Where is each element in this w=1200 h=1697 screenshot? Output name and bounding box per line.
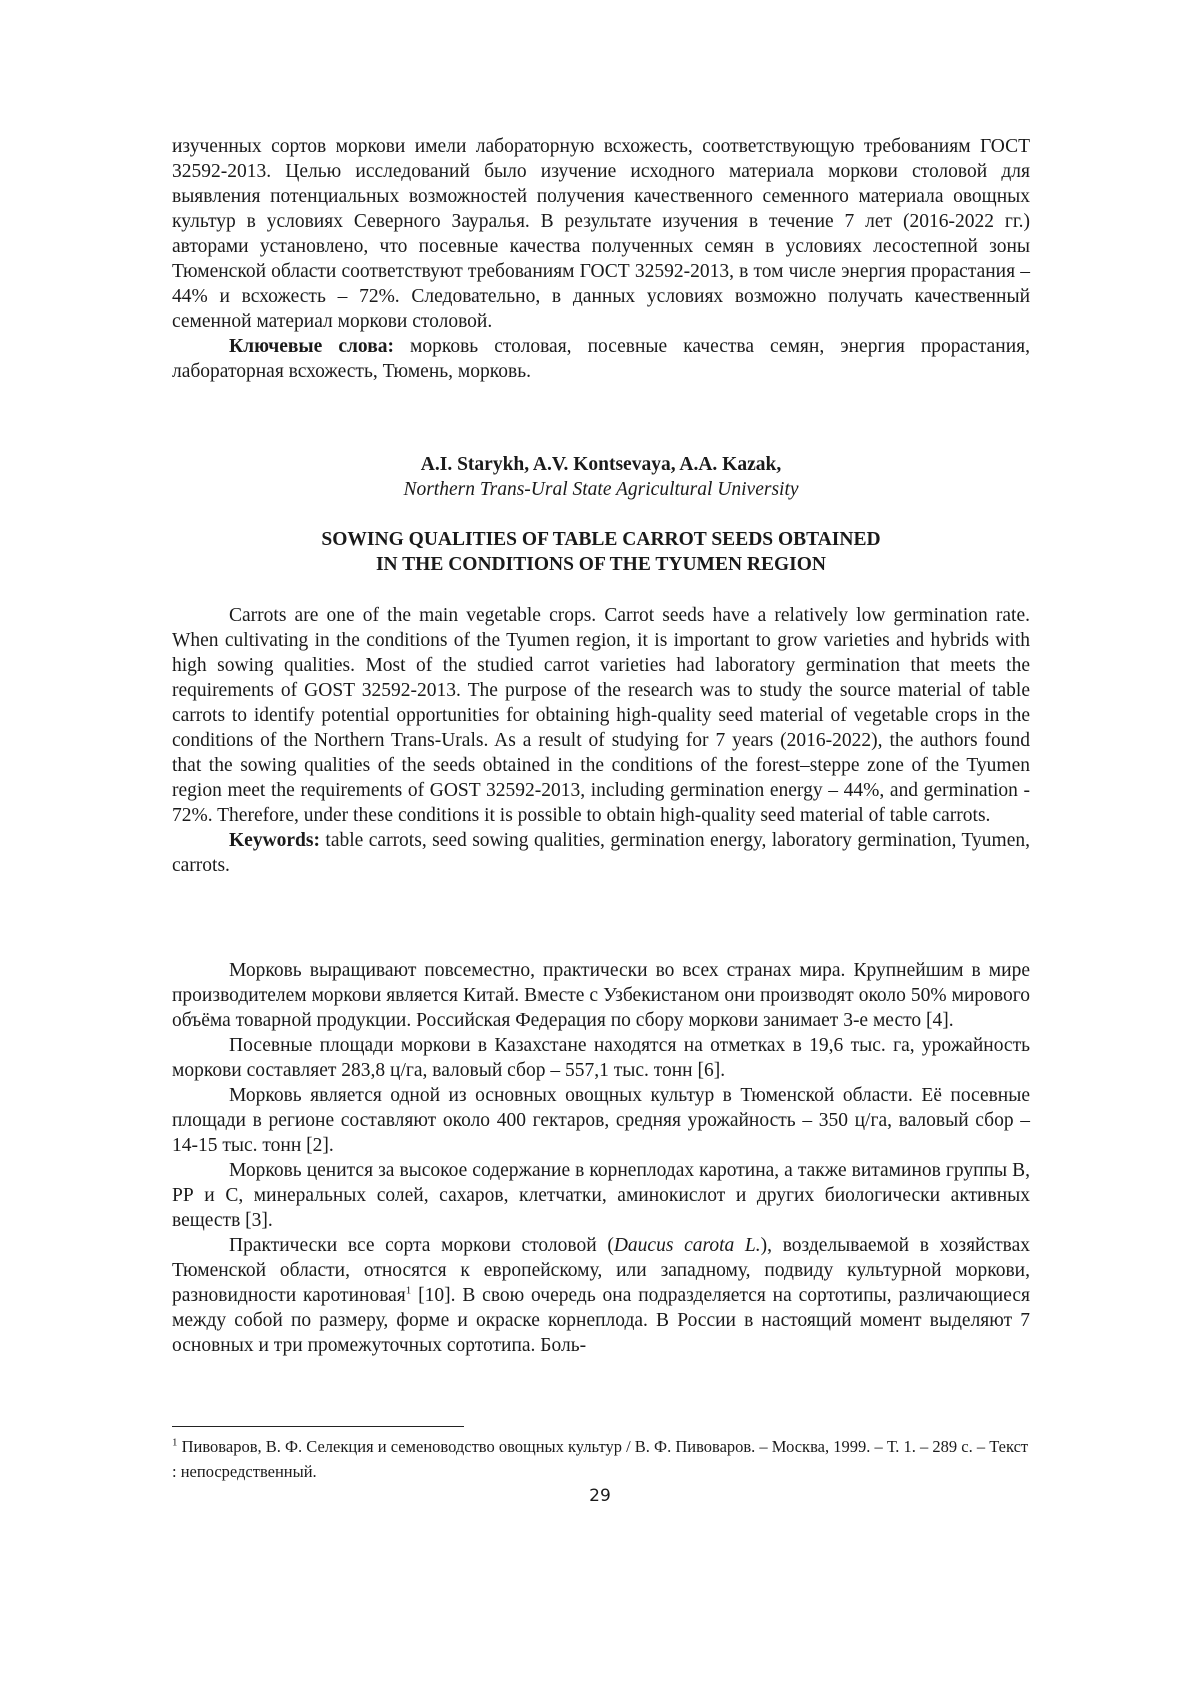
english-title-line-2: IN THE CONDITIONS OF THE TYUMEN REGION (375, 554, 827, 575)
body-paragraph-4: Морковь ценится за высокое содержание в корнеплодах каротина, а также витаминов группы В, РР и С, минеральных солей, сахаров, клетчатки, аминокислот и других биологически активных веществ [3]. (172, 1160, 1030, 1231)
english-abstract-text: Carrots are one of the main vegetable crops. Carrot seeds have a relatively low germination rate. When cultivating in the conditions of the Tyumen region, it is important to grow varieties and hybrids with high sowing qualities. Most of the studied carrot varieties had laboratory germination that meets the requirements of GOST 32592-2013. The purpose of the research was to study the source material of table carrots to identify potential opportunities for obtaining high-quality seed material of vegetable crops in the conditions of the Northern Trans-Urals. As a result of studying for 7 years (2016-2022), the authors found that the sowing qualities of the seeds obtained in the conditions of the forest–steppe zone of the Tyumen region meet the requirements of GOST 32592-2013, including germination energy – 44%, and germination - 72%. Therefore, under these conditions it is possible to obtain high-quality seed material of table carrots. (172, 605, 1030, 826)
main-text (172, 958, 1030, 1358)
english-keywords (172, 828, 1030, 878)
russian-abstract-text: изученных сортов моркови имели лабораторную всхожесть, соответствующую требованиям ГОСТ 32592-2013. Целью исследований было изучение исходного материала моркови столовой для выявления потенциальных возможностей получения качественного семенного материала овощных культур в условиях Северного Зауралья. В результате изучения в течение 7 лет (2016-2022 гг.) авторами установлено, что посевные качества полученных семян в условиях лесостепной зоны Тюменской области соответствуют требованиям ГОСТ 32592-2013, в том числе энергия прорастания – 44% и всхожесть – 72%. Следовательно, в данных условиях возможно получать качественный семенной материал моркови столовой. (172, 136, 1030, 332)
body-paragraph-5 (172, 1233, 1030, 1358)
authors: A.I. Starykh, A.V. Kontsevaya, A.A. Kazak, (420, 454, 782, 475)
page-number: 29 (589, 1486, 611, 1506)
footnote-mark: 1 (172, 1436, 178, 1449)
english-abstract (172, 603, 1030, 878)
body-paragraph-5-middle: ), возделываемой в хозяйствах Тюменской области, относятся к европейскому, или западному, подвиду культурной моркови, разновидности каротиновая (172, 1235, 1030, 1306)
english-title (172, 527, 1030, 577)
body-paragraph-5-end: [10]. В свою очередь она подразделяется на сортотипы, различающиеся между собой по размеру, форме и окраске корнеплода. В России в настоящий момент выделяют 7 основных и три промежуточных сортотипа. Боль- (172, 1285, 1030, 1356)
russian-keywords-label: Ключевые слова: (229, 336, 394, 357)
footnote-separator (172, 1426, 464, 1427)
body-paragraph-2: Посевные площади моркови в Казахстане находятся на отметках в 19,6 тыс. га, урожайность моркови составляет 283,8 ц/га, валовый сбор – 557,1 тыс. тонн [6]. (172, 1035, 1030, 1081)
english-keywords-label: Keywords: (229, 830, 320, 851)
body-paragraph-5-start: Практически все сорта моркови столовой ( (229, 1235, 614, 1256)
footnote-reference[interactable]: 1 (405, 1284, 412, 1297)
english-title-line-1: SOWING QUALITIES OF TABLE CARROT SEEDS OBTAINED (321, 529, 881, 550)
english-keywords-text: table carrots, seed sowing qualities, germination energy, laboratory germination, Tyumen, carrots. (172, 830, 1030, 876)
russian-abstract (172, 134, 1030, 384)
russian-keywords-text: морковь столовая, посевные качества семян, энергия прорастания, лабораторная всхожесть, Тюмень, морковь. (172, 336, 1030, 382)
russian-keywords (172, 334, 1030, 384)
body-paragraph-3: Морковь является одной из основных овощных культур в Тюменской области. Её посевные площади в регионе составляют около 400 гектаров, средняя урожайность – 350 ц/га, валовый сбор – 14-15 тыс. тонн [2]. (172, 1085, 1030, 1156)
english-authors-block (172, 452, 1030, 502)
footnote-text: Пивоваров, В. Ф. Селекция и семеноводство овощных культур / В. Ф. Пивоваров. – Москва, 1999. – Т. 1. – 289 с. – Текст : непосредственный. (172, 1437, 1029, 1481)
affiliation: Northern Trans-Ural State Agricultural University (403, 479, 799, 500)
footnote (172, 1434, 1030, 1484)
body-paragraph-1: Морковь выращивают повсеместно, практически во всех странах мира. Крупнейшим в мире производителем моркови является Китай. Вместе с Узбекистаном они производят около 50% мирового объёма товарной продукции. Российская Федерация по сбору моркови занимает 3-е место [4]. (172, 960, 1030, 1031)
species-name: Daucus carota L. (613, 1235, 761, 1256)
